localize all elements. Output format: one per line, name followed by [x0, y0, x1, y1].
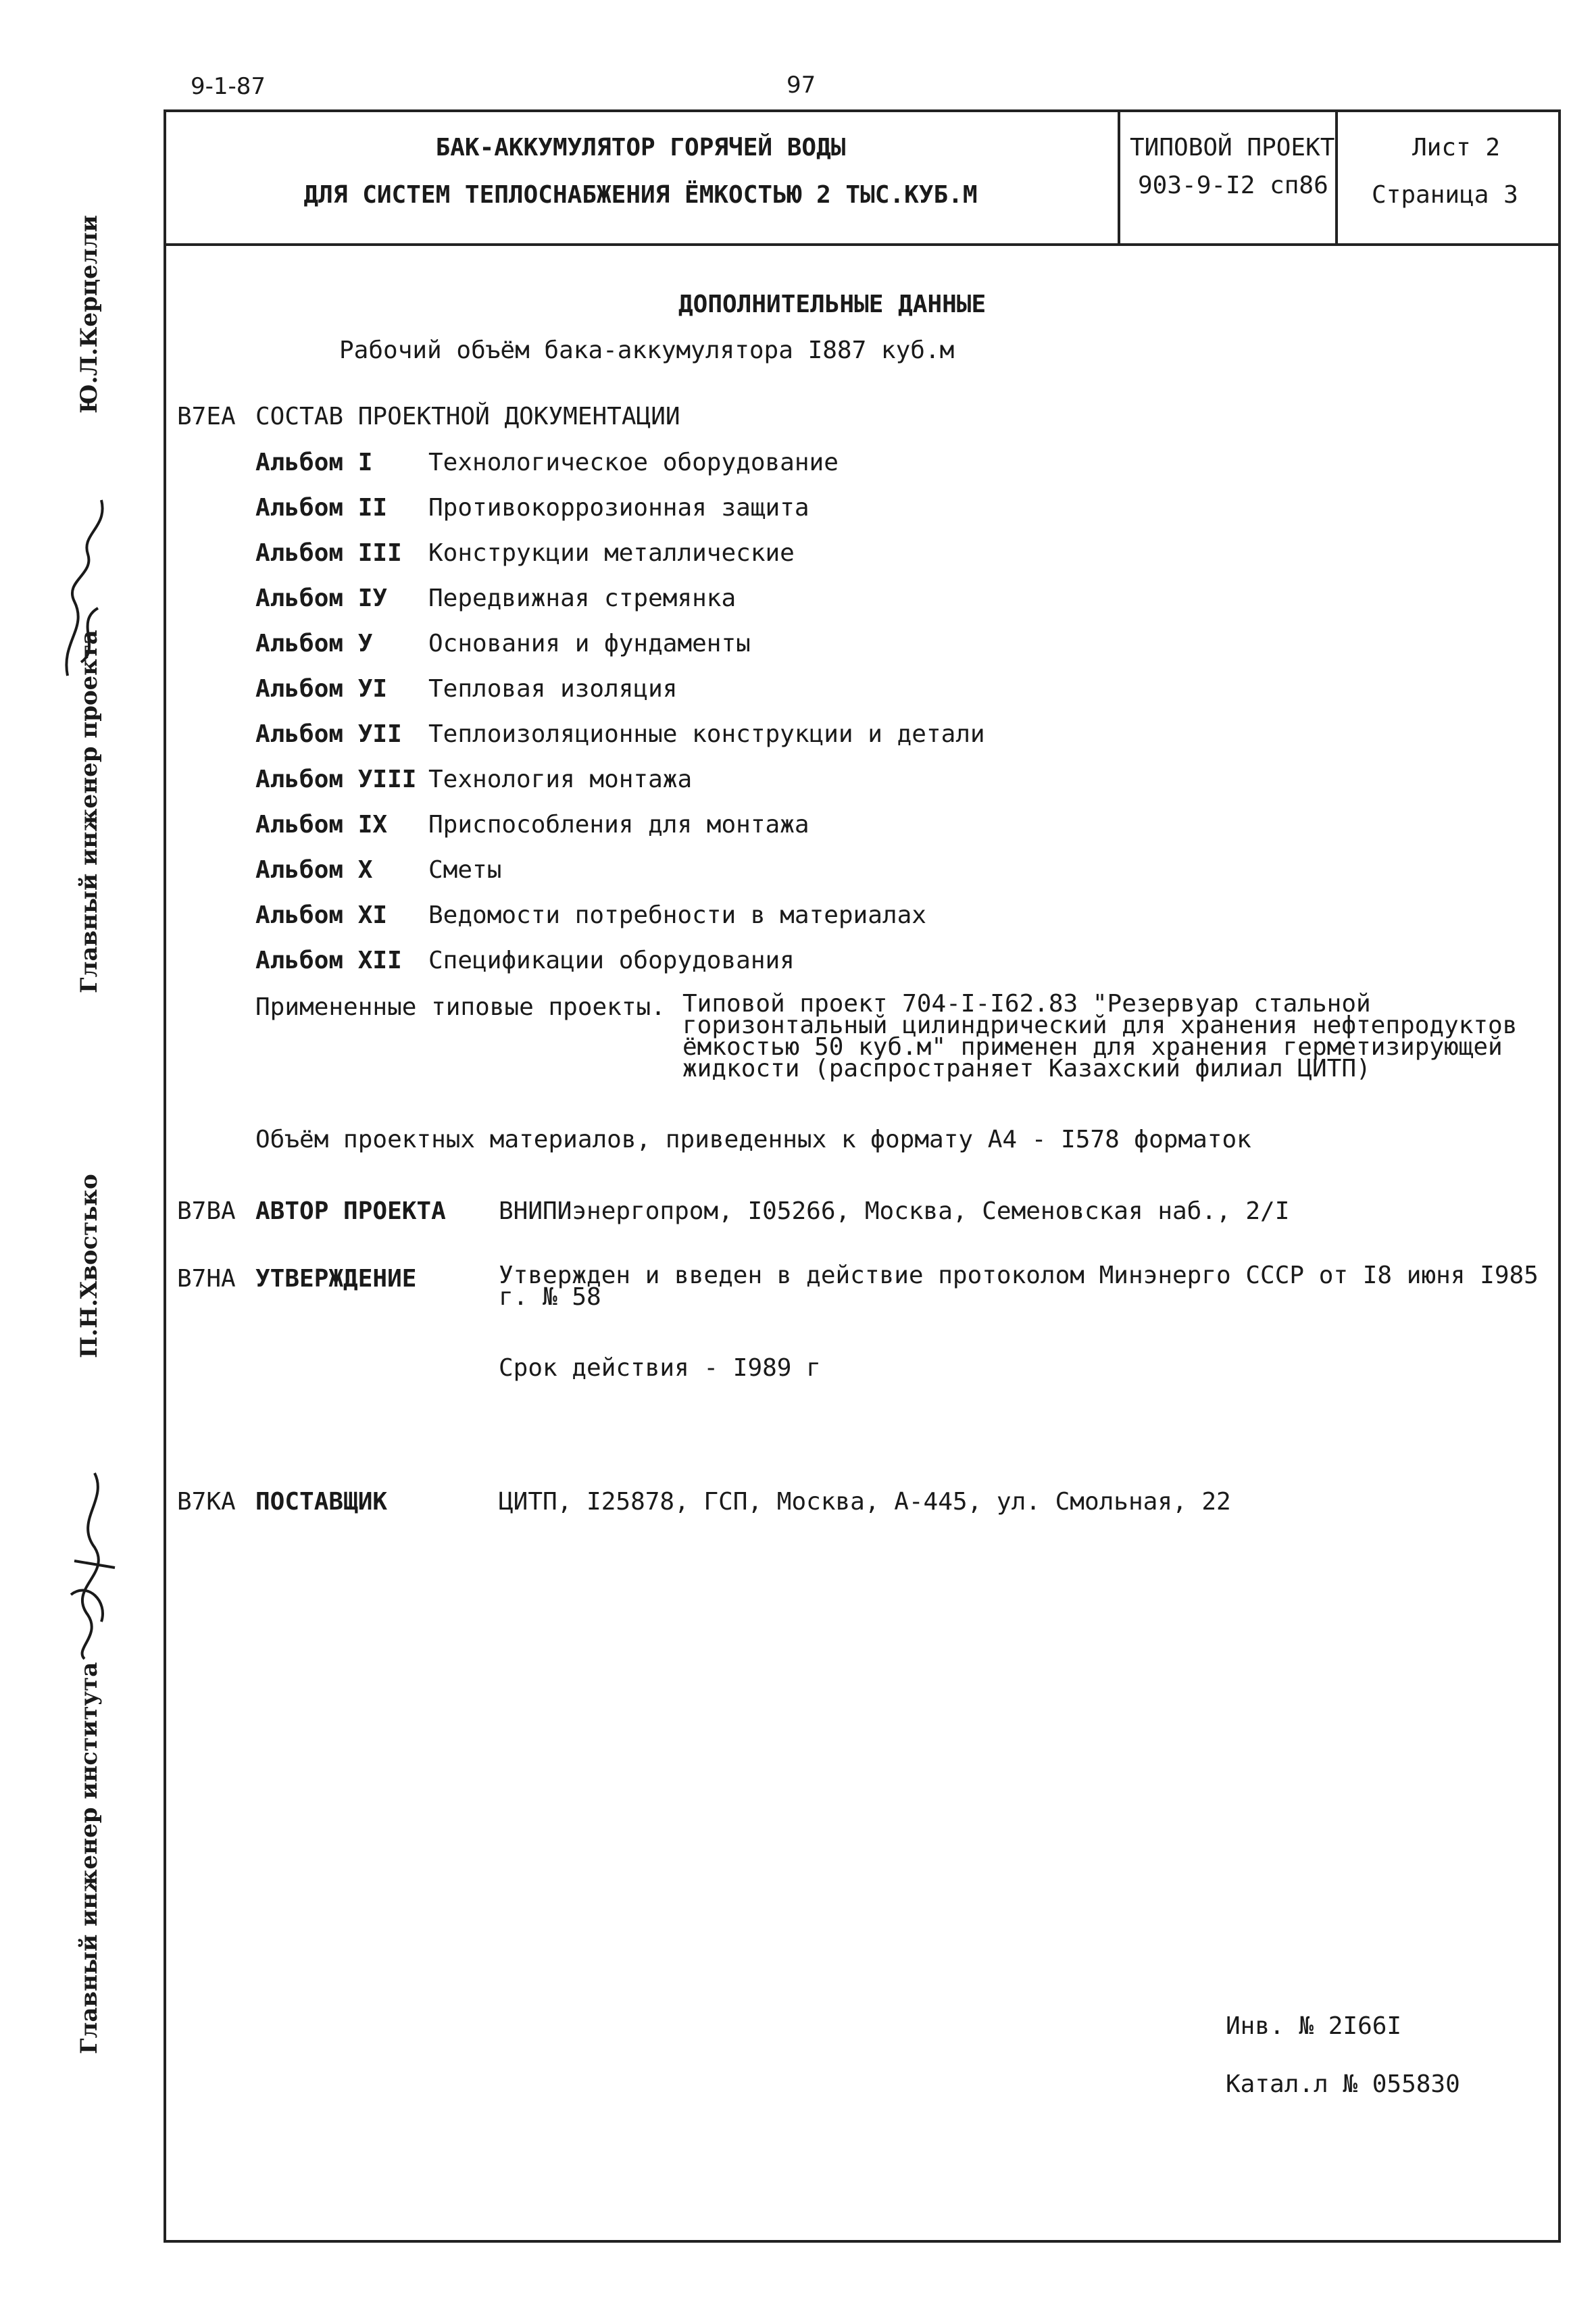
section-heading: ДОПОЛНИТЕЛЬНЫЕ ДАННЫЕ [678, 291, 987, 318]
album-number: Альбом X [255, 856, 373, 884]
composition-code: B7EA [177, 403, 236, 430]
title-block [164, 109, 1561, 246]
signature-bottom [47, 1460, 128, 1662]
project-label: ТИПОВОЙ ПРОЕКТ [1130, 134, 1335, 161]
album-title: Тепловая изоляция [428, 675, 678, 703]
album-title: Технологическое оборудование [428, 449, 839, 476]
page-label: Страница 3 [1372, 181, 1518, 209]
album-number: Альбом XII [255, 947, 402, 974]
album-title: Ведомости потребности в материалах [428, 901, 926, 929]
supplier-label: ПОСТАВЩИК [255, 1488, 388, 1516]
chief-engineer-institute-role: Главный инженер института [76, 1662, 103, 2054]
album-title: Сметы [428, 856, 502, 884]
album-title: Спецификации оборудования [428, 947, 795, 974]
album-title: Противокоррозионная защита [428, 494, 809, 522]
applied-projects-text: Типовой проект 704-I-I62.83 "Резервуар стальной горизонтальный цилиндрический для хранения нефтепродуктов ёмкостью 50 куб.м" применен для хранения герметизирующей жидкости (распространяет Казахский филиал ЦИТП) [682, 990, 1518, 1082]
project-code: 903-9-I2 сп86 [1138, 172, 1328, 199]
album-number: Альбом IУ [255, 584, 388, 612]
album-number: Альбом XI [255, 901, 388, 929]
supplier-text: ЦИТП, I25878, ГСП, Москва, А-445, ул. Смольная, 22 [499, 1488, 1231, 1516]
working-volume: Рабочий объём бака-аккумулятора I887 куб.м [339, 337, 955, 364]
approval-code: B7HA [177, 1265, 236, 1293]
album-number: Альбом УIII [255, 766, 417, 793]
album-number: Альбом I [255, 449, 373, 476]
chief-engineer-project-role: Главный инженер проекта [76, 630, 103, 993]
catalog-number: Катал.л № 055830 [1226, 2070, 1460, 2098]
chief-engineer-institute-name: П.Н.Хвостько [76, 1174, 103, 1358]
sheet-code: 9-1-87 [191, 73, 266, 100]
sheet-label: Лист 2 [1412, 134, 1501, 161]
chief-engineer-project-name: Ю.Л.Керцелли [76, 215, 103, 414]
author-code: B7BA [177, 1197, 236, 1225]
title-divider-2 [1335, 109, 1338, 246]
applied-projects-label: Примененные типовые проекты. [255, 993, 666, 1021]
album-number: Альбом У [255, 630, 373, 657]
album-title: Передвижная стремянка [428, 584, 737, 612]
album-number: Альбом IX [255, 811, 388, 839]
album-number: Альбом УII [255, 720, 402, 748]
title-line-1: БАК-АККУМУЛЯТОР ГОРЯЧЕЙ ВОДЫ [435, 134, 846, 161]
album-number: Альбом III [255, 539, 402, 567]
title-divider-1 [1118, 109, 1120, 246]
approval-label: УТВЕРЖДЕНИЕ [255, 1265, 417, 1293]
author-text: ВНИПИэнергопром, I05266, Москва, Семеновская наб., 2/I [499, 1197, 1290, 1225]
signature-top [47, 473, 128, 689]
album-title: Приспособления для монтажа [428, 811, 809, 839]
album-title: Основания и фундаменты [428, 630, 751, 657]
composition-title: СОСТАВ ПРОЕКТНОЙ ДОКУМЕНТАЦИИ [255, 403, 680, 430]
supplier-code: B7KA [177, 1488, 236, 1516]
author-label: АВТОР ПРОЕКТА [255, 1197, 446, 1225]
album-title: Конструкции металлические [428, 539, 795, 567]
album-title: Теплоизоляционные конструкции и детали [428, 720, 985, 748]
album-number: Альбом II [255, 494, 388, 522]
approval-text: Утвержден и введен в действие протоколом Минэнерго СССР от I8 июня I985 г. № 58 [499, 1262, 1539, 1311]
album-title: Технология монтажа [428, 766, 693, 793]
album-number: Альбом УI [255, 675, 388, 703]
inventory-number: Инв. № 2I66I [1226, 2012, 1402, 2040]
page-number: 97 [787, 72, 816, 99]
formats-volume: Объём проектных материалов, приведенных к формату А4 - I578 форматок [255, 1126, 1251, 1153]
title-line-2: ДЛЯ СИСТЕМ ТЕПЛОСНАБЖЕНИЯ ЁМКОСТЬЮ 2 ТЫС.КУБ.М [303, 181, 978, 209]
validity-term: Срок действия - I989 г [499, 1354, 821, 1382]
